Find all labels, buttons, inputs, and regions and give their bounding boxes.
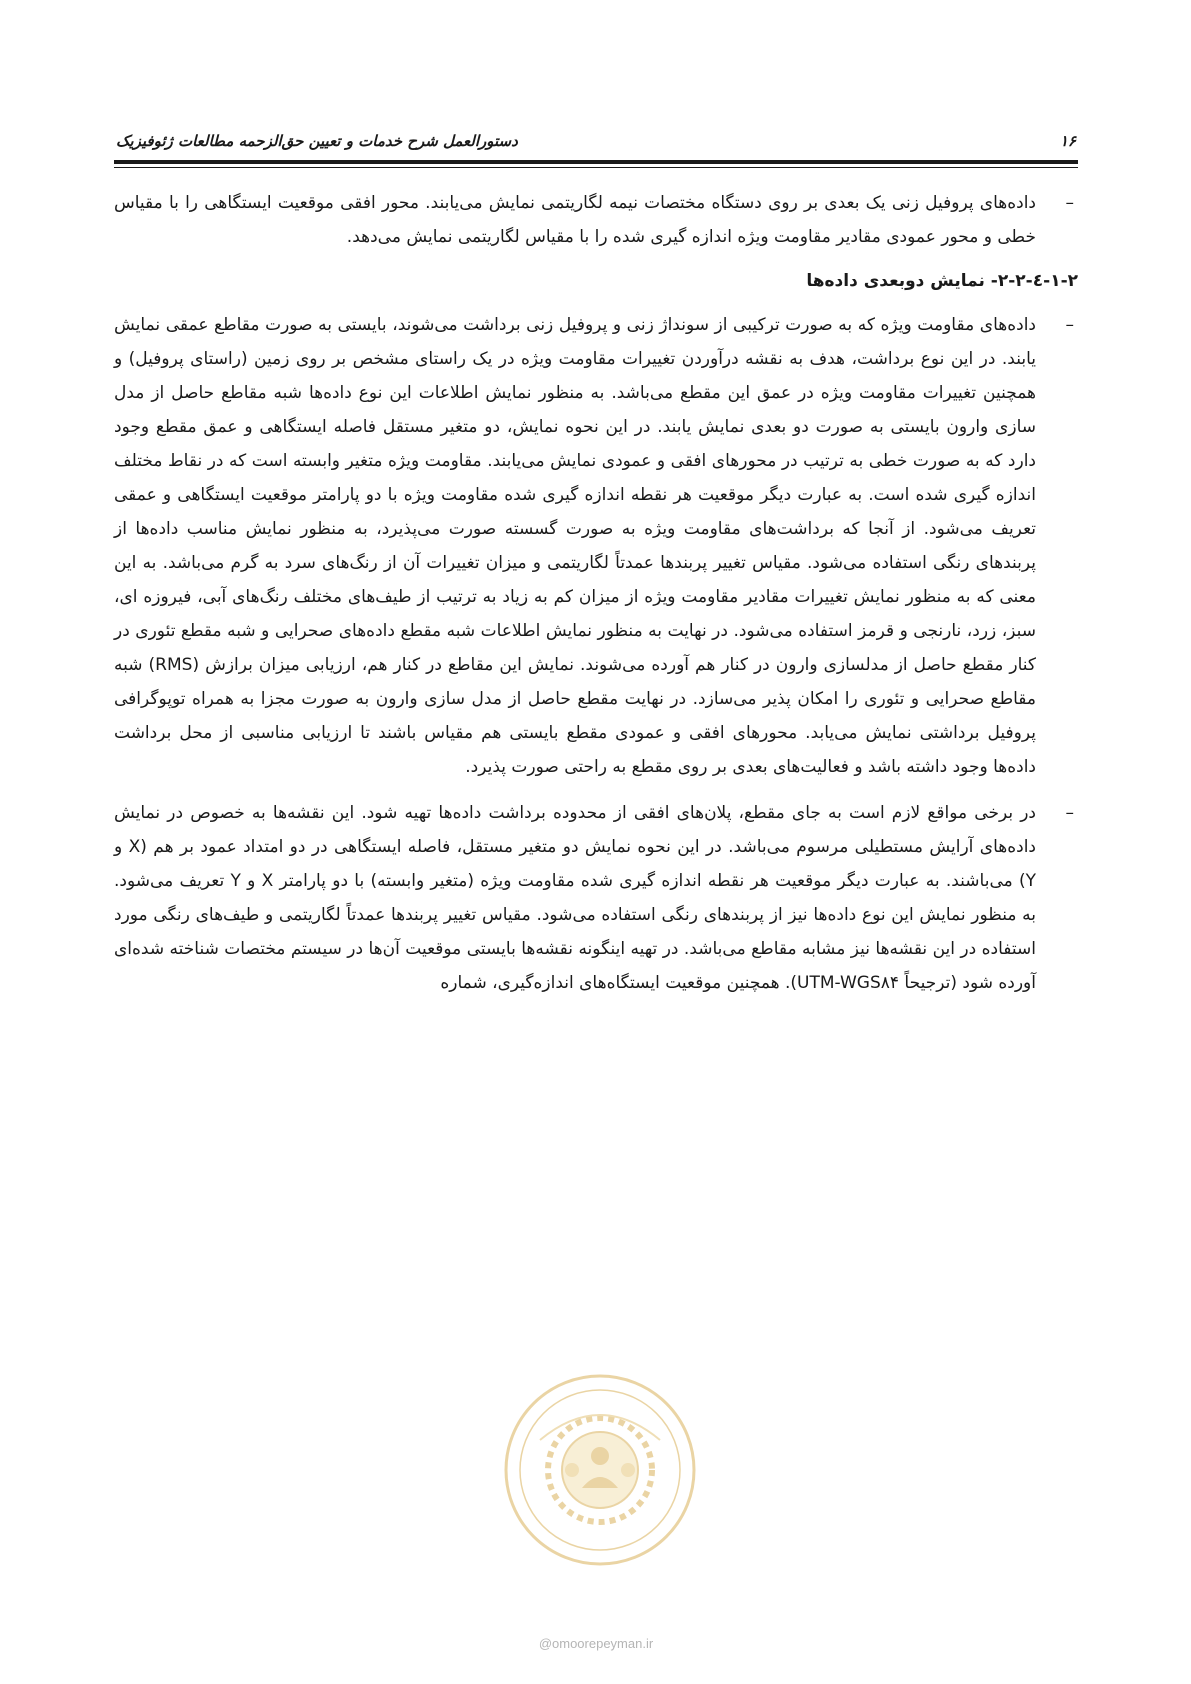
bullet-dash: – — [1065, 193, 1074, 213]
bullet-dash: – — [1065, 315, 1074, 335]
page-body — [114, 186, 1078, 1012]
header-rule-thin — [114, 167, 1078, 168]
bullet-item — [114, 308, 1078, 784]
header-rule-thick — [114, 160, 1078, 164]
running-title: دستورالعمل شرح خدمات و تعیین حق‌الزحمه مطالعات ژئوفیزیک — [116, 132, 518, 150]
bullet-item — [114, 186, 1078, 254]
paragraph-2d-sections: داده‌های مقاومت ویژه که به صورت ترکیبی از سونداژ زنی و پروفیل زنی برداشت می‌شوند، بایستی به صورت مقاطع عمقی نمایش یابند. در این نوع برداشت، هدف به نقشه درآوردن تغییرات مقاومت ویژه در یک راستای مشخص بر روی زمین (راستای پروفیل) و همچنین تغییرات مقاومت ویژه در عمق این مقطع می‌باشد. به منظور نمایش اطلاعات این نوع داده‌ها شبه مقاطع حاصل از مدل سازی وارون بایستی به صورت دو بعدی نمایش یابند. در این نحوه نمایش، دو متغیر مستقل فاصله ایستگاهی و عمق مقطع وجود دارد که به صورت خطی به ترتیب در محورهای افقی و عمودی نمایش می‌یابند. مقاومت ویژه متغیر وابسته است که در نقاط مختلف اندازه گیری شده است. به عبارت دیگر موقعیت هر نقطه اندازه گیری شده مقاومت ویژه با دو پارامتر موقعیت ایستگاهی و عمقی تعریف می‌شود. از آنجا که برداشت‌های مقاومت ویژه به صورت گسسته صورت می‌پذیرد، به منظور نمایش مناسب داده‌ها از پربندهای رنگی استفاده می‌شود. مقیاس تغییر پربندها عمدتاً لگاریتمی و میزان تغییرات آن از رنگ‌های سرد به گرم می‌باشد. به این معنی که به منظور نمایش تغییرات مقادیر مقاومت ویژه از میزان کم به زیاد به ترتیب از طیف‌های مختلف رنگ‌های آبی، فیروزه ای، سبز، زرد، نارنجی و قرمز استفاده می‌شود. در نهایت به منظور نمایش اطلاعات شبه مقطع داده‌های صحرایی و شبه مقطع تئوری در کنار مقطع حاصل از مدلسازی وارون در کنار هم آورده می‌شوند. نمایش این مقاطع در کنار هم، ارزیابی میزان برازش (RMS) شبه مقاطع صحرایی و تئوری را امکان پذیر می‌سازد. در نهایت مقطع حاصل از مدل سازی وارون به صورت مجزا به همراه توپوگرافی پروفیل برداشتی نمایش می‌یابد. محورهای افقی و عمودی مقطع بایستی هم مقیاس باشند تا ارزیابی مناسبی از محل برداشت داده‌ها وجود داشته باشد و فعالیت‌های بعدی بر روی مقطع به راحتی صورت پذیرد. — [114, 315, 1036, 777]
bullet-item — [114, 796, 1078, 1000]
section-heading: ۱-۲-٤-۲-۲- نمایش دوبعدی داده‌ها — [806, 271, 1078, 291]
seal-watermark-icon — [500, 1370, 700, 1570]
paragraph-profiling-1d: داده‌های پروفیل زنی یک بعدی بر روی دستگاه مختصات نیمه لگاریتمی نمایش می‌یابند. محور افقی موقعیت ایستگاهی را با مقیاس خطی و محور عمودی مقادیر مقاومت ویژه اندازه گیری شده را با مقیاس لگاریتمی نمایش می‌دهد. — [114, 193, 1036, 247]
bullet-dash: – — [1065, 803, 1074, 823]
page-number: ۱۶ — [1059, 132, 1076, 150]
paragraph-horizontal-plans: در برخی مواقع لازم است به جای مقطع، پلان‌های افقی از محدوده برداشت داده‌ها تهیه شود. این نقشه‌ها به خصوص در نمایش داده‌های آرایش مستطیلی مرسوم می‌باشد. در این نحوه نمایش دو متغیر مستقل، فاصله ایستگاهی در دو امتداد عمود بر هم (X و Y) می‌باشند. به عبارت دیگر موقعیت هر نقطه اندازه گیری شده مقاومت ویژه (متغیر وابسته) با دو پارامتر X و Y تعریف می‌شود. به منظور نمایش این نوع داده‌ها نیز از پربندهای رنگی استفاده می‌شود. مقیاس تغییر پربندها عمدتاً لگاریتمی و طیف‌های رنگی مورد استفاده در این نقشه‌ها نیز مشابه مقاطع می‌باشد. در تهیه اینگونه نقشه‌ها بایستی موقعیت آن‌ها در سیستم مختصات شناخته شده‌ای آورده شود (ترجیحاً UTM-WGS۸۴). همچنین موقعیت ایستگاه‌های اندازه‌گیری، شماره — [114, 803, 1036, 993]
page-header — [114, 128, 1078, 154]
footer-url: @omoorepeyman.ir — [538, 1636, 654, 1651]
